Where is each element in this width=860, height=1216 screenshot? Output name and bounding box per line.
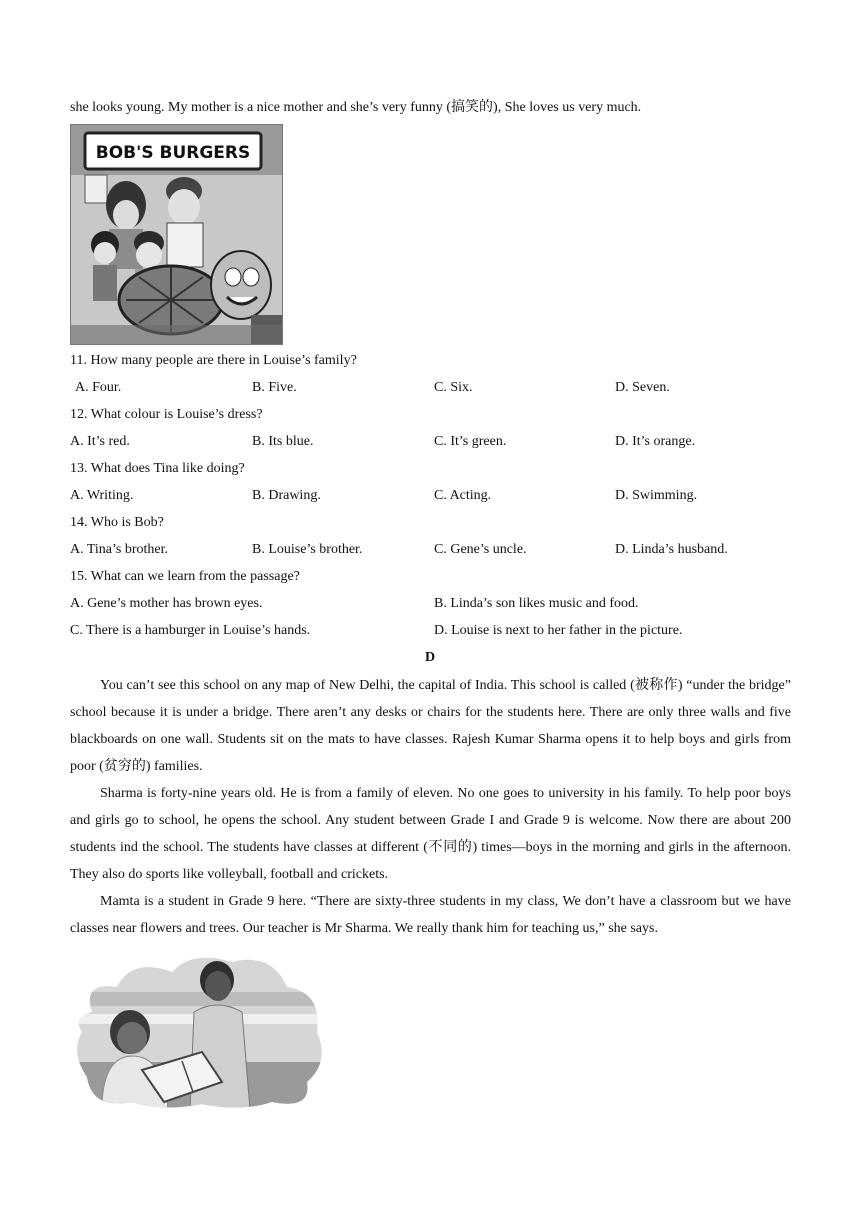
sign-text: BOB'S BURGERS (95, 143, 251, 163)
passage-paragraph-1: You can’t see this school on any map of New Delhi, the capital of India. This school is called (被称作) “under the bridge” school because it is under a bridge. There aren’t any desks or chairs for the students here. There are only three walls and five blackboards on one wall. Students sit on the mats to have classes. Rajesh Kumar Sharma opens it to help boys and girls from poor (贫穷的) families. (70, 678, 791, 774)
question-13-option-b: B. Drawing. (252, 488, 321, 503)
question-12-option-d: D. It’s orange. (615, 434, 696, 449)
question-12-option-a: A. It’s red. (70, 434, 130, 449)
question-11-option-a: A. Four. (75, 380, 122, 395)
question-15-option-b: B. Linda’s son likes music and food. (434, 596, 639, 611)
question-15-option-c: C. There is a hamburger in Louise’s hands. (70, 623, 311, 638)
question-12-stem: 12. What colour is Louise’s dress? (70, 407, 263, 422)
question-12-option-b: B. Its blue. (252, 434, 314, 449)
question-14-option-c: C. Gene’s uncle. (434, 542, 527, 557)
question-14-stem: 14. Who is Bob? (70, 515, 164, 530)
question-14-option-b: B. Louise’s brother. (252, 542, 363, 557)
question-13-option-a: A. Writing. (70, 488, 134, 503)
question-11-option-b: B. Five. (252, 380, 297, 395)
question-13-stem: 13. What does Tina like doing? (70, 461, 245, 476)
passage-paragraph-2: Sharma is forty-nine years old. He is from a family of eleven. No one goes to university in his family. To help poor boys and girls go to school, he opens the school. Any student between Grade I and Grade 9 is welcome. Now there are about 200 students ind the school. The students have classes at different (不同的) times—boys in the morning and girls in the afternoon. They also do sports like volleyball, football and crickets. (70, 786, 791, 882)
question-14-option-a: A. Tina’s brother. (70, 542, 169, 557)
question-13-option-d: D. Swimming. (615, 488, 698, 503)
passage-paragraph-3: Mamta is a student in Grade 9 here. “There are sixty-three students in my class, We don’t have a classroom but we have classes near flowers and trees. Our teacher is Mr Sharma. We really thank him for teaching us,” she says. (70, 894, 791, 936)
question-11-option-d: D. Seven. (615, 380, 670, 395)
question-15-option-d: D. Louise is next to her father in the picture. (434, 623, 683, 638)
question-14-option-d: D. Linda’s husband. (615, 542, 728, 557)
question-15-stem: 15. What can we learn from the passage? (70, 569, 300, 584)
intro-line: she looks young. My mother is a nice mother and she’s very funny (搞笑的), She loves us very much. (70, 100, 642, 115)
question-12-option-c: C. It’s green. (434, 434, 507, 449)
section-heading: D (424, 650, 436, 665)
question-11-stem: 11. How many people are there in Louise’s family? (70, 353, 357, 368)
bobs-burgers-image (70, 124, 283, 345)
question-15-option-a: A. Gene’s mother has brown eyes. (70, 596, 263, 611)
question-11-option-c: C. Six. (434, 380, 473, 395)
teacher-student-photo (72, 952, 326, 1110)
question-13-option-c: C. Acting. (434, 488, 492, 503)
